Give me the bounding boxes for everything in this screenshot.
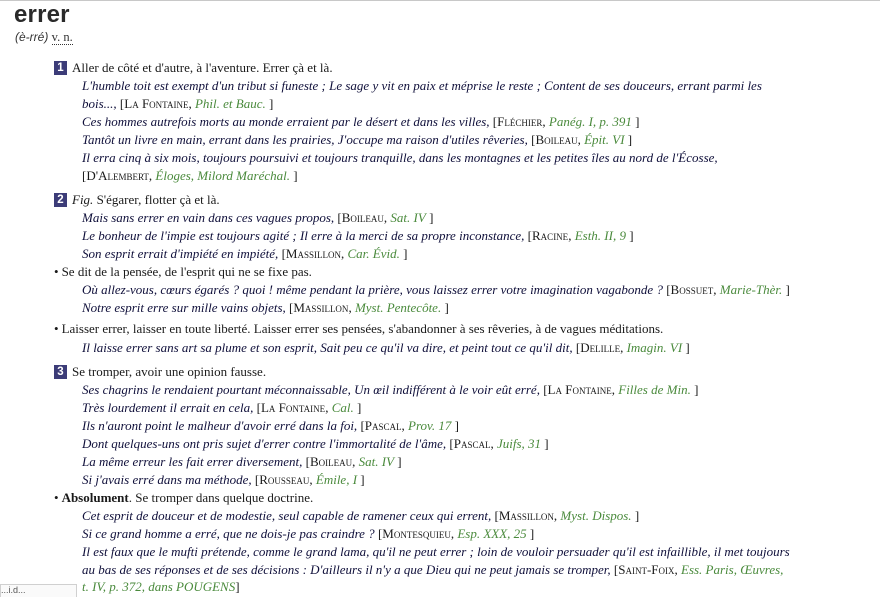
quote-line: Mais sans errer en vain dans ces vagues propos, [Boileau, Sat. IV ] (82, 210, 434, 225)
author-name: Delille (580, 340, 621, 355)
sense-number-badge: 2 (54, 193, 67, 207)
subsense-definition (54, 489, 313, 507)
quote-text: Il est faux que le mufti prétende, comme le grand lama, qu'il ne peut errer ; loin de vouloir persuader qu'il est infaillible, il met toujours (82, 544, 790, 559)
work-title: Éloges, Milord Maréchal. (155, 168, 290, 183)
work-title: Myst. Pentecôte. (354, 300, 442, 315)
quote-text: bois..., (82, 96, 120, 111)
bullet-icon: • (54, 321, 59, 336)
work-title: Esth. II, 9 (574, 228, 626, 243)
pronunciation: (è-rré) (15, 30, 49, 44)
work-title: Sat. IV (390, 210, 426, 225)
author-name: Fléchier (497, 114, 543, 129)
quote-text: Le bonheur de l'impie est toujours agité ; Il erre à la merci de sa propre inconstance, (82, 228, 528, 243)
definition-text: Laisser errer, laisser en toute liberté. Laisser errer ses pensées, s'abandonner à ses rêveries, à de vagues méditations. (61, 321, 664, 336)
author-name: La Fontaine (547, 382, 612, 397)
work-title: Panég. I, p. 391 (548, 114, 632, 129)
usage-label: Absolument (61, 490, 129, 505)
quote-line: Si j'avais erré dans ma méthode, [Rousseau, Émile, I ] (82, 472, 365, 487)
quote-text: Ses chagrins le rendaient pourtant méconnaissable, Un œil indifférent à le voir eût erré, (82, 382, 544, 397)
part-of-speech-link[interactable]: v. n. (51, 30, 73, 44)
quote-text: Son esprit errait d'impiété en impiété, (82, 246, 282, 261)
quote-text: Il laisse errer sans art sa plume et son esprit, Sait peu ce qu'il va dire, et peint tout ce qu'il dit, (82, 340, 576, 355)
quote-text: Où allez-vous, cœurs égarés ? quoi ! même pendant la prière, vous laissez errer votre imagination vagabonde ? (82, 282, 667, 297)
author-name: Massillon (293, 300, 349, 315)
sense-3-definition (54, 363, 266, 381)
quote-text: Tantôt un livre en main, errant dans les prairies, J'occupe ma raison d'utiles rêveries, (82, 132, 532, 147)
top-divider (0, 0, 880, 1)
quote-line: Très lourdement il errait en cela, [La Fontaine, Cal. ] (82, 400, 362, 415)
work-title: Esp. XXX, 25 (457, 526, 527, 541)
quote-line: Ses chagrins le rendaient pourtant méconnaissable, Un œil indifférent à le voir eût erré, [La Fontaine, Filles de Min. ] (82, 382, 699, 397)
sense-number-badge: 3 (54, 365, 67, 379)
definition-text: S'égarer, flotter çà et là. (96, 192, 220, 207)
author-name: Racine (532, 228, 569, 243)
work-title: Filles de Min. (618, 382, 691, 397)
usage-label: Fig. (72, 192, 94, 207)
work-title: Myst. Dispos. (560, 508, 632, 523)
quote-line (82, 77, 762, 95)
work-title: Phil. et Bauc. (194, 96, 266, 111)
quote-text: Très lourdement il errait en cela, (82, 400, 257, 415)
author-name: Rousseau (259, 472, 310, 487)
quote-line: Dont quelques-uns ont pris sujet d'errer contre l'immortalité de l'âme, [Pascal, Juifs, 31 ] (82, 436, 549, 451)
subsense-definition (54, 263, 312, 281)
quote-line: Ils n'auront point le malheur d'avoir erré dans la foi, [Pascal, Prov. 17 ] (82, 418, 459, 433)
author-name: Boileau (309, 454, 353, 469)
work-title: Prov. 17 (408, 418, 452, 433)
work-title: t. IV, p. 372, dans POUGENS (82, 579, 236, 594)
author-name: Saint-Foix (618, 562, 675, 577)
author-name: Massillon (285, 246, 341, 261)
work-title: Épit. VI (584, 132, 625, 147)
work-title: Ess. Paris, Œuvres, (681, 562, 784, 577)
work-title: Imagin. VI (626, 340, 683, 355)
quote-line: Tantôt un livre en main, errant dans les prairies, J'occupe ma raison d'utiles rêveries, [Boileau, Épit. VI ] (82, 132, 633, 147)
quote-line: t. IV, p. 372, dans POUGENS] (82, 579, 240, 594)
quote-line: Ces hommes autrefois morts au monde erraient par le désert et dans les villes, [Fléchier, Panég. I, p. 391 ] (82, 114, 640, 129)
quote-line: au bas de ses réponses et de ses décisions : D'ailleurs il n'y a que Dieu qui ne peut jamais se tromper, [Saint-Foix, Ess. Paris, Œuvres, (82, 562, 784, 577)
definition-text: Se dit de la pensée, de l'esprit qui ne se fixe pas. (61, 264, 312, 279)
definition-text: Aller de côté et d'autre, à l'aventure. Errer çà et là. (72, 60, 333, 75)
author-name: La Fontaine (260, 400, 326, 415)
author-name: Massillon (498, 508, 554, 523)
author-name: Pascal (364, 418, 402, 433)
author-name: Boileau (341, 210, 384, 225)
author-name: Pascal (453, 436, 491, 451)
author-name: Bossuet (670, 282, 714, 297)
quote-line (82, 149, 718, 167)
quote-text: au bas de ses réponses et de ses décisions : D'ailleurs il n'y a que Dieu qui ne peut jamais se tromper, (82, 562, 614, 577)
quote-text: Dont quelques-uns ont pris sujet d'errer contre l'immortalité de l'âme, (82, 436, 450, 451)
quote-line: La même erreur les fait errer diversement, [Boileau, Sat. IV ] (82, 454, 402, 469)
headword: errer (14, 1, 70, 28)
quote-text: La même erreur les fait errer diversement, (82, 454, 306, 469)
quote-text: Si ce grand homme a erré, que ne dois-je pas craindre ? (82, 526, 378, 541)
quote-line: bois..., [La Fontaine, Phil. et Bauc. ] (82, 96, 274, 111)
pronunciation-line (15, 30, 73, 45)
sense-number-badge: 1 (54, 61, 67, 75)
quote-line: Le bonheur de l'impie est toujours agité ; Il erre à la merci de sa propre inconstance, [Racine, Esth. II, 9 ] (82, 228, 634, 243)
quote-text: Il erra cinq à six mois, toujours poursuivi et toujours tranquille, dans les montagnes et les petites îles au nord de l'Écosse, (82, 150, 718, 165)
work-title: Émile, I (315, 472, 358, 487)
sense-2-definition (54, 191, 220, 209)
quote-line (82, 543, 790, 561)
quote-text: Mais sans errer en vain dans ces vagues propos, (82, 210, 338, 225)
quote-line: Il laisse errer sans art sa plume et son esprit, Sait peu ce qu'il va dire, et peint tout ce qu'il dit, [Delille, Imagin. VI ] (82, 340, 690, 355)
quote-line: Son esprit errait d'impiété en impiété, [Massillon, Car. Évid. ] (82, 246, 408, 261)
definition-text: . Se tromper dans quelque doctrine. (128, 490, 314, 505)
quote-line: Où allez-vous, cœurs égarés ? quoi ! même pendant la prière, vous laissez errer votre imagination vagabonde ? [Bossuet, Marie-Thèr. ] (82, 282, 790, 297)
quote-line: [D'Alembert, Éloges, Milord Maréchal. ] (82, 168, 298, 183)
author-name: Boileau (535, 132, 578, 147)
author-name: D'Alembert (86, 168, 149, 183)
quote-text: Ces hommes autrefois morts au monde erraient par le désert et dans les villes, (82, 114, 493, 129)
work-title: Cal. (331, 400, 354, 415)
bottom-widget[interactable]: ...i.d... (0, 584, 77, 597)
work-title: Juifs, 31 (496, 436, 542, 451)
quote-text: L'humble toit est exempt d'un tribut si funeste ; Le sage y vit en paix et méprise le reste ; Content de ses douceurs, errant parmi les (82, 78, 762, 93)
quote-line: Notre esprit erre sur mille vains objets, [Massillon, Myst. Pentecôte. ] (82, 300, 449, 315)
quote-text: Cet esprit de douceur et de modestie, seul capable de ramener ceux qui errent, (82, 508, 495, 523)
quote-text: Ils n'auront point le malheur d'avoir erré dans la foi, (82, 418, 361, 433)
bullet-icon: • (54, 490, 59, 505)
subsense-definition (54, 320, 663, 338)
work-title: Marie-Thèr. (719, 282, 783, 297)
quote-text: Si j'avais erré dans ma méthode, (82, 472, 255, 487)
definition-text: Se tromper, avoir une opinion fausse. (72, 364, 267, 379)
author-name: Montesquieu (382, 526, 451, 541)
quote-line: Si ce grand homme a erré, que ne dois-je pas craindre ? [Montesquieu, Esp. XXX, 25 ] (82, 526, 535, 541)
sense-1-definition (54, 59, 333, 77)
work-title: Car. Évid. (347, 246, 400, 261)
quote-text: Notre esprit erre sur mille vains objets, (82, 300, 290, 315)
work-title: Sat. IV (358, 454, 395, 469)
bullet-icon: • (54, 264, 59, 279)
author-name: La Fontaine (124, 96, 189, 111)
quote-line: Cet esprit de douceur et de modestie, seul capable de ramener ceux qui errent, [Massillon, Myst. Dispos. ] (82, 508, 640, 523)
